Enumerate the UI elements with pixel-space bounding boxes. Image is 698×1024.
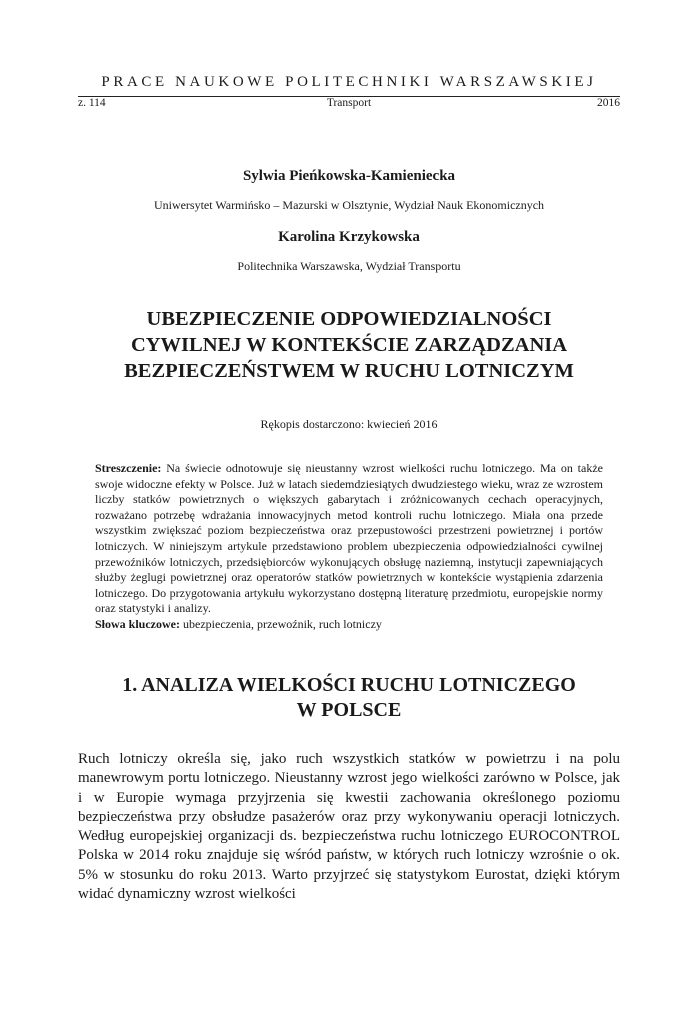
paper-title [78, 306, 620, 384]
title-line-1: UBEZPIECZENIE ODPOWIEDZIALNOŚCI [146, 308, 552, 330]
section-heading-line-1: 1. ANALIZA WIELKOŚCI RUCHU LOTNICZEGO [122, 674, 576, 696]
author-affiliation-1: Uniwersytet Warmińsko – Mazurski w Olsztynie, Wydział Nauk Ekonomicznych [153, 198, 545, 212]
issue-meta [78, 97, 620, 113]
section-heading [78, 673, 620, 723]
series-name: Transport [326, 97, 372, 109]
section-heading-line-2: W POLSCE [296, 699, 402, 721]
keywords [95, 617, 603, 633]
title-line-2: CYWILNEJ W KONTEKŚCIE ZARZĄDZANIA [130, 334, 568, 356]
author-name-1: Sylwia Pieńkowska-Kamieniecka [242, 168, 456, 184]
keywords-text: ubezpieczenia, przewoźnik, ruch lotniczy [183, 616, 382, 631]
title-line-3: BEZPIECZEŃSTWEM W RUCHU LOTNICZYM [124, 360, 574, 382]
issue-year: 2016 [597, 97, 620, 109]
author-affiliation-2: Politechnika Warszawska, Wydział Transportu [237, 259, 461, 273]
abstract-paragraph [95, 461, 603, 617]
issue-number: z. 114 [78, 97, 106, 109]
journal-name: PRACE NAUKOWE POLITECHNIKI WARSZAWSKIEJ [101, 74, 597, 90]
abstract-text: Na świecie odnotowuje się nieustanny wzrost wielkości ruchu lotniczego. Ma on także swoje widoczne efekty w Polsce. Już w latach siedemdziesiątych dwudziestego wieku, wraz ze wzrostem liczby statków powietrznych o większych gabarytach i zróżnicowanych cechach operacyjnych, rozważano potrzebę wdrażania innowacyjnych metod kontroli ruchu lotniczego. Miała ona przede wszystkim zwiększać poziom bezpieczeństwa oraz przepustowości przestrzeni powietrznej i portów lotniczych. W niniejszym artykule przedstawiono problem ubezpieczenia odpowiedzialności cywilnej przewoźników lotniczych, przedsiębiorców wykonujących obsługę naziemną, instytucji zapewniających służby żeglugi powietrznej oraz operatorów statków powietrznych w kontekście wystąpienia zdarzenia lotniczego. Do przygotowania artykułu wykorzystano dostępną literaturę przedmiotu, europejskie normy oraz statystyki i analizy. [95, 461, 603, 616]
abstract [95, 461, 603, 633]
body-paragraph: Ruch lotniczy określa się, jako ruch wszystkich statków w powietrzu i na polu manewrowym portu lotniczego. Nieustanny wzrost jego wielkości zarówno w Polsce, jak i w Europie wymaga przyjrzenia się kwestii zachowania określonego poziomu bezpieczeństwa przy obsłudze pasażerów oraz przy wykonywaniu operacji lotniczych. Według europejskiej organizacji ds. bezpieczeństwa ruchu lotniczego EUROCONTROL Polska w 2014 roku znajduje się wśród państw, w których ruch lotniczy wzrośnie o ok. 5% w stosunku do roku 2013. Warto przyjrzeć się statystykom Eurostat, dzięki którym widać dynamiczny wzrost wielkości [78, 751, 620, 903]
received-date: Rękopis dostarczono: kwiecień 2016 [260, 417, 438, 431]
abstract-label: Streszczenie: [95, 461, 162, 475]
author-name-2: Karolina Krzykowska [278, 229, 420, 245]
keywords-label: Słowa kluczowe: [95, 616, 180, 631]
